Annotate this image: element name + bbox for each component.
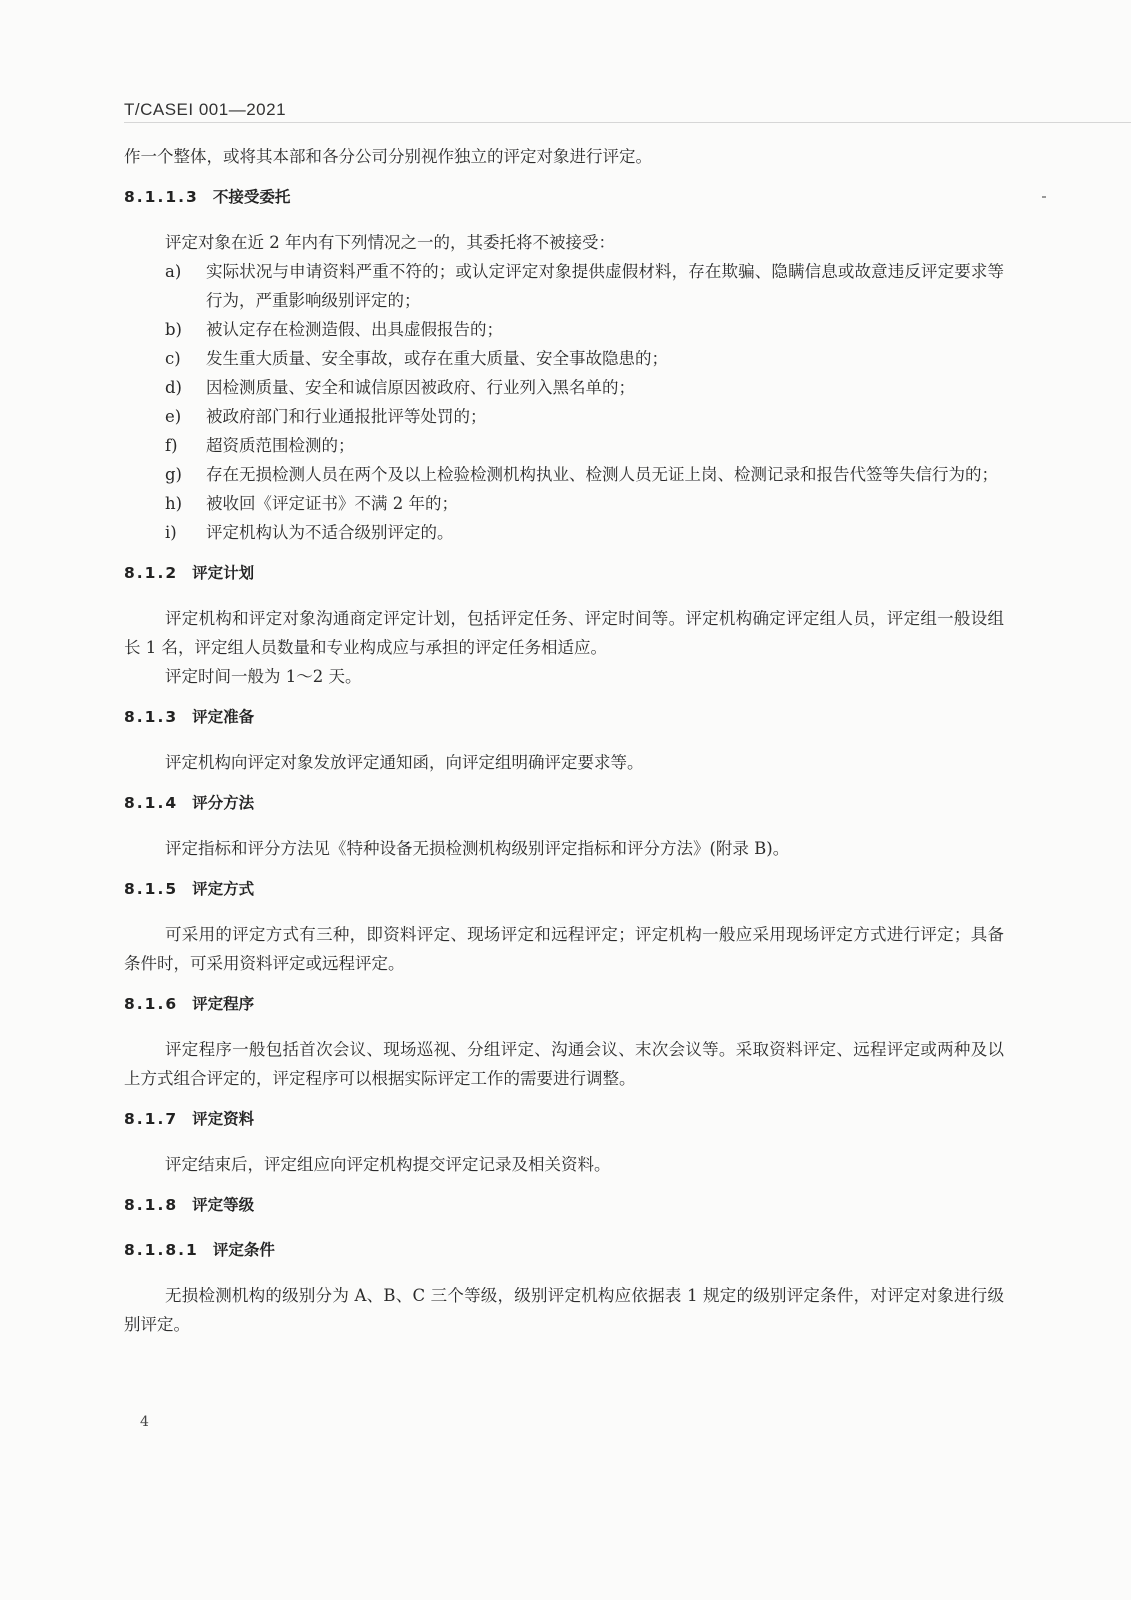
list-item: g) 存在无损检测人员在两个及以上检验检测机构执业、检测人员无证上岗、检测记录和报告代签等失信行为的； [165, 465, 998, 484]
paragraph: 评定对象在近 2 年内有下列情况之一的，其委托将不被接受： [165, 233, 615, 252]
list-item: b) 被认定存在检测造假、出具虚假报告的； [165, 320, 503, 339]
section-heading-8-1-3: 8.1.3 评定准备 [124, 708, 255, 726]
paragraph: 无损检测机构的级别分为 A、B、C 三个等级，级别评定机构应依据表 1 规定的级别评定条件，对评定对象进行级别评定。 [124, 1286, 1004, 1334]
section-heading-8-1-8: 8.1.8 评定等级 [124, 1196, 255, 1214]
paragraph: 评定结束后，评定组应向评定机构提交评定记录及相关资料。 [165, 1155, 611, 1174]
paragraph: 评定时间一般为 1～2 天。 [165, 667, 362, 686]
paragraph: 作一个整体，或将其本部和各分公司分别视作独立的评定对象进行评定。 [124, 147, 652, 166]
standard-code: T/CASEI 001—2021 [124, 100, 287, 119]
paragraph: 评定指标和评分方法见《特种设备无损检测机构级别评定指标和评分方法》(附录 B)。 [165, 839, 790, 858]
section-heading-8-1-4: 8.1.4 评分方法 [124, 794, 255, 812]
section-heading-8-1-7: 8.1.7 评定资料 [124, 1110, 255, 1128]
page-number: 4 [140, 1414, 149, 1430]
section-heading-8-1-2: 8.1.2 评定计划 [124, 564, 255, 582]
paragraph: 评定机构向评定对象发放评定通知函，向评定组明确评定要求等。 [165, 753, 644, 772]
header-rule [124, 122, 1131, 123]
list-item: a) 实际状况与申请资料严重不符的；或认定评定对象提供虚假材料，存在欺骗、隐瞒信息或故意违反评定要求等行为，严重影响级别评定的； [165, 262, 1004, 310]
paragraph: 评定机构和评定对象沟通商定评定计划，包括评定任务、评定时间等。评定机构确定评定组人员，评定组一般设组长 1 名，评定组人员数量和专业构成应与承担的评定任务相适应。 [124, 609, 1004, 657]
section-heading-8-1-1-3: 8.1.1.3 不接受委托 [124, 188, 291, 206]
paragraph: 可采用的评定方式有三种，即资料评定、现场评定和远程评定；评定机构一般应采用现场评定方式进行评定；具备条件时，可采用资料评定或远程评定。 [124, 925, 1004, 973]
list-item: e) 被政府部门和行业通报批评等处罚的； [165, 407, 487, 426]
section-heading-8-1-6: 8.1.6 评定程序 [124, 995, 255, 1013]
list-item: d) 因检测质量、安全和诚信原因被政府、行业列入黑名单的； [165, 378, 635, 397]
list-item: i) 评定机构认为不适合级别评定的。 [165, 523, 454, 542]
section-heading-8-1-5: 8.1.5 评定方式 [124, 880, 255, 898]
list-item: c) 发生重大质量、安全事故，或存在重大质量、安全事故隐患的； [165, 349, 668, 368]
section-heading-8-1-8-1: 8.1.8.1 评定条件 [124, 1241, 275, 1259]
list-item: f) 超资质范围检测的； [165, 436, 355, 455]
list-item: h) 被收回《评定证书》不满 2 年的； [165, 494, 458, 513]
paragraph: 评定程序一般包括首次会议、现场巡视、分组评定、沟通会议、末次会议等。采取资料评定、远程评定或两种及以上方式组合评定的，评定程序可以根据实际评定工作的需要进行调整。 [124, 1040, 1004, 1088]
scan-mark [1042, 196, 1046, 198]
body-text [124, 142, 1004, 1339]
